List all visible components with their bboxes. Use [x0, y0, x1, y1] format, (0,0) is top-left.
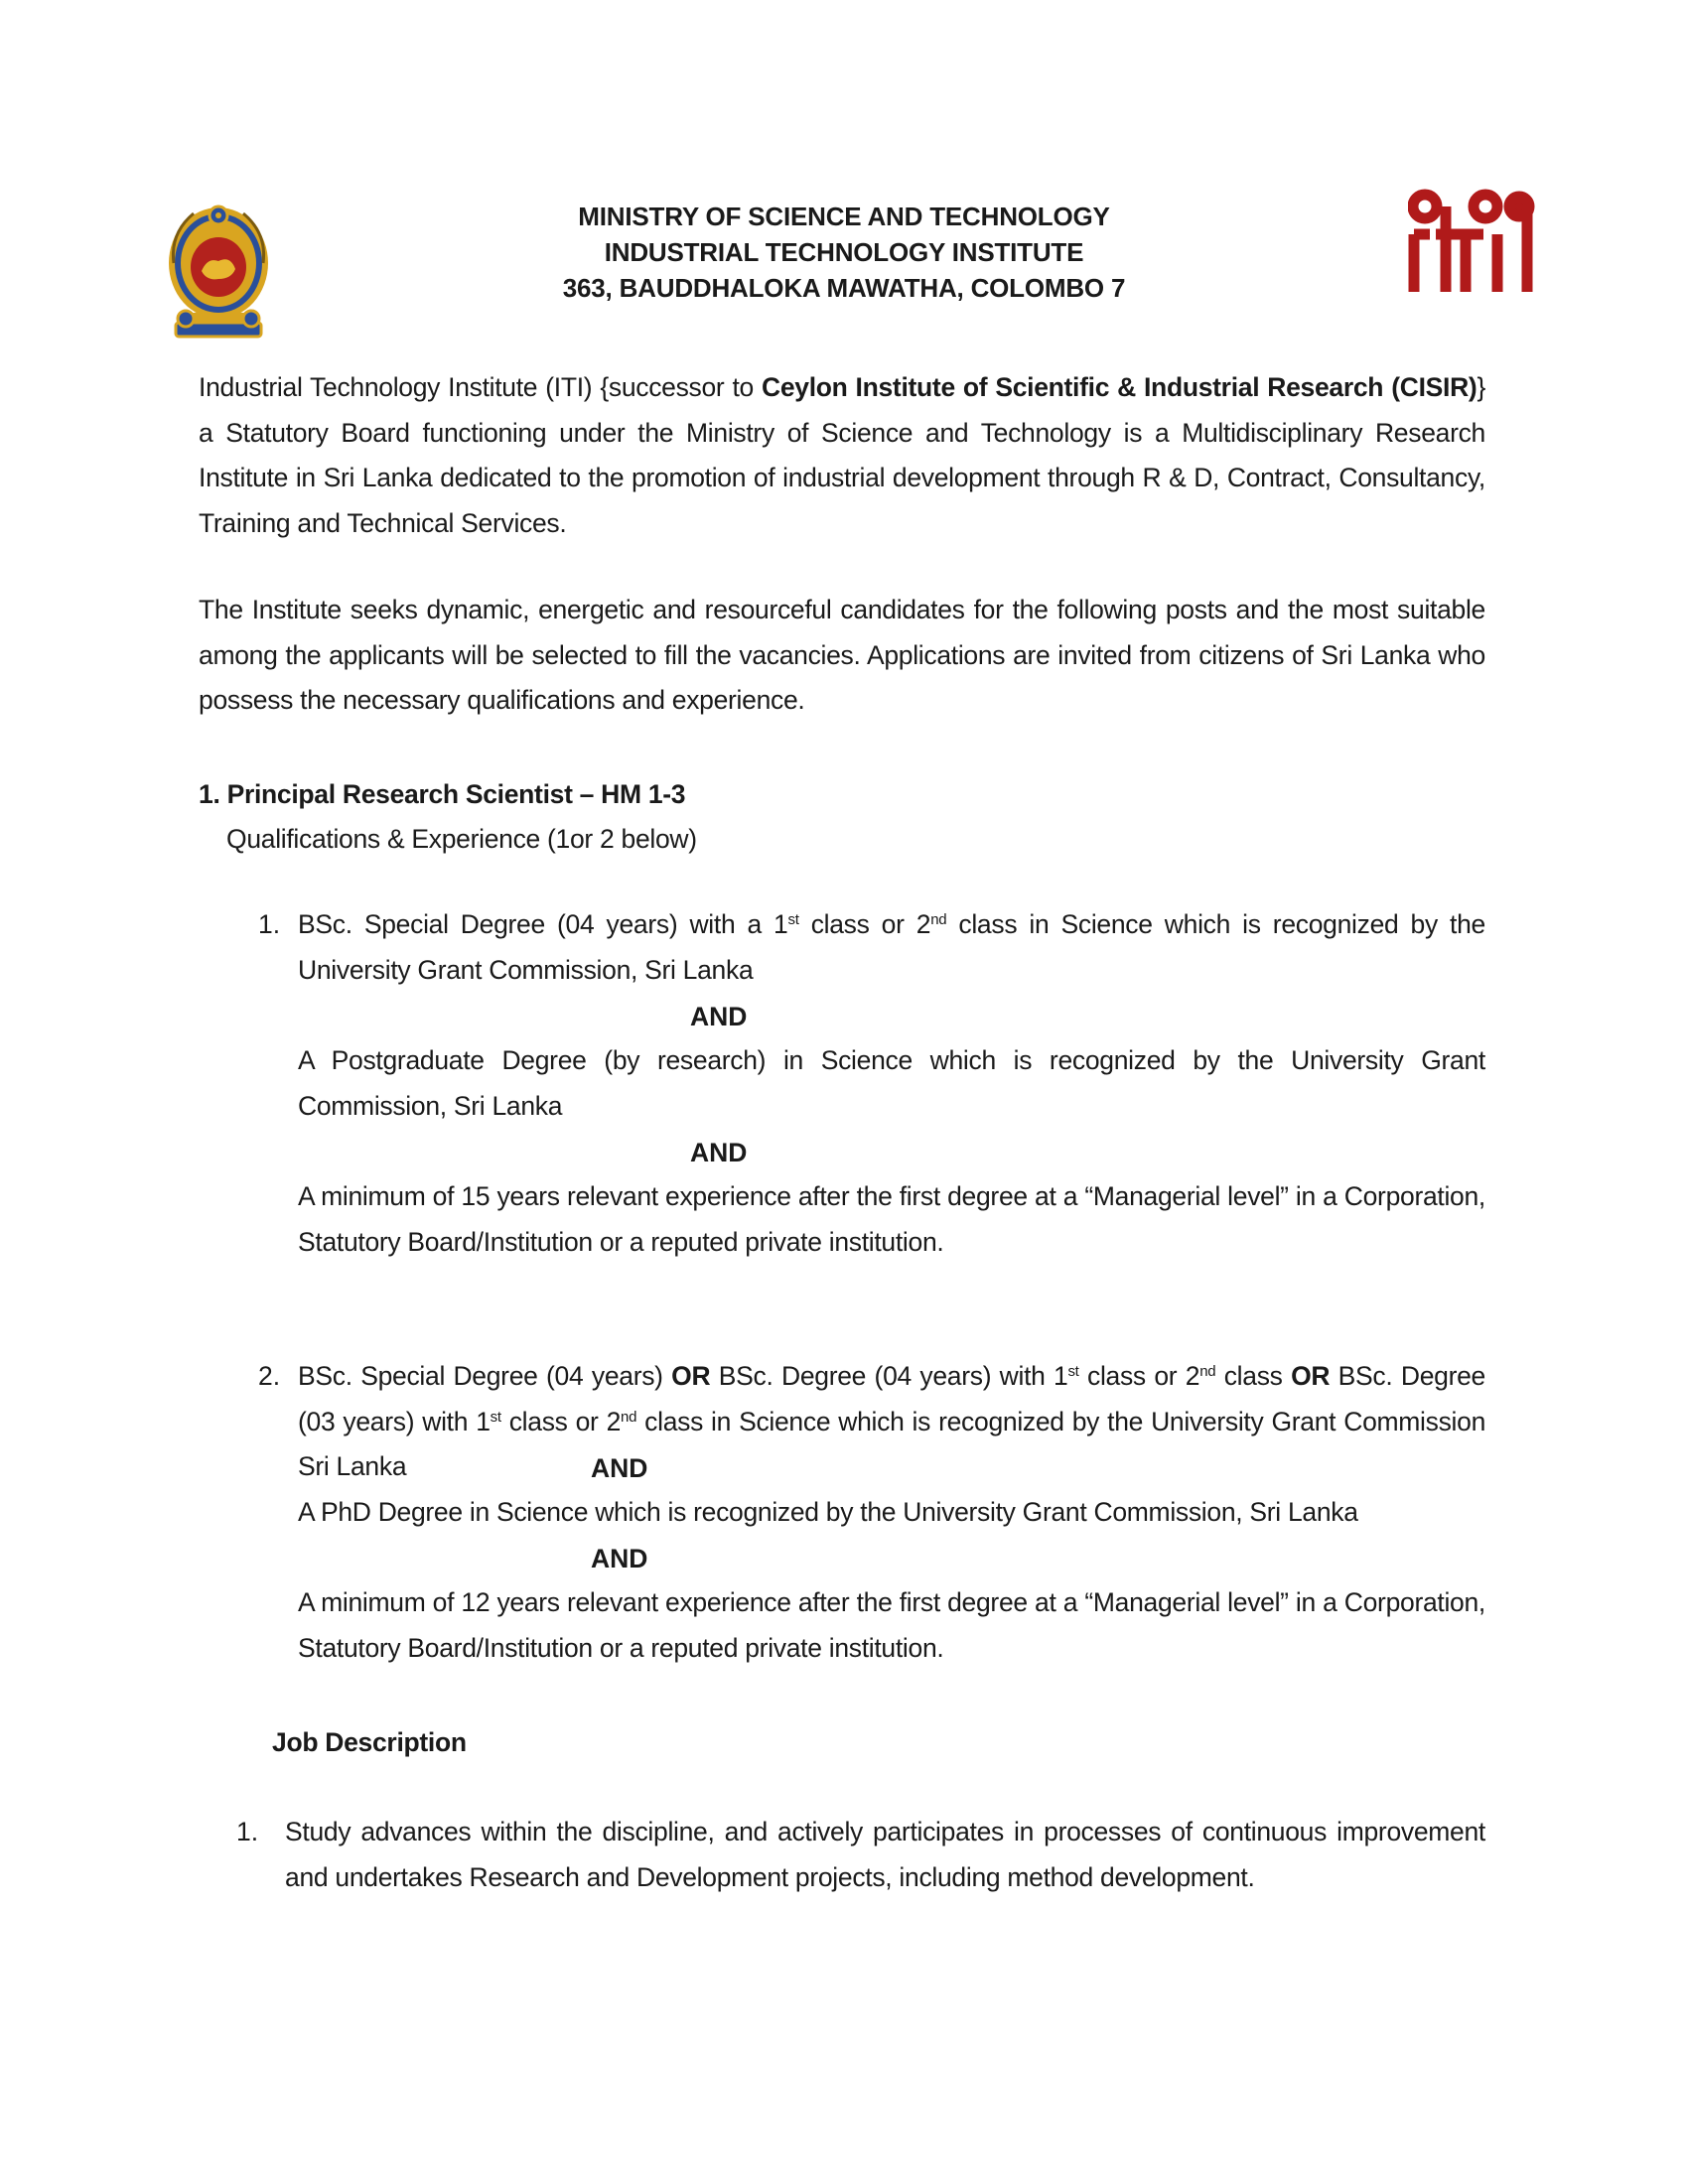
document-header: [397, 199, 1291, 306]
and-label: AND: [591, 1544, 648, 1573]
duty-text: Study advances within the discipline, and actively participates in processes of continuous improvement and undertakes Research and Development projects, including method development.: [285, 1817, 1485, 1892]
iti-logo-icon: [1408, 187, 1535, 298]
intro-text-start: Industrial Technology Institute (ITI) {successor to: [199, 372, 762, 402]
cisir-name: Ceylon Institute of Scientific & Industrial Research (CISIR): [761, 372, 1477, 402]
superscript-nd: nd: [930, 911, 947, 928]
option-2-seg7: class in Science which is recognized by the University Grant Commission Sri Lanka: [298, 1406, 1486, 1481]
qualifications-heading: Qualifications & Experience (1or 2 below): [226, 824, 697, 854]
post-title: 1. Principal Research Scientist – HM 1-3: [199, 779, 686, 809]
option-2-seg3: class or 2: [1078, 1361, 1200, 1391]
job-description-heading: Job Description: [272, 1727, 467, 1757]
superscript-st: st: [1067, 1363, 1079, 1380]
option-1-degree: [298, 902, 1485, 993]
institute-address: 363, BAUDDHALOKA MAWATHA, COLOMBO 7: [562, 273, 1126, 303]
option-2-seg6: class or 2: [500, 1406, 622, 1436]
option-1-degree-c: class in Science which is recognized by the University Grant Commission, Sri Lanka: [298, 909, 1485, 985]
option-1-number: 1.: [258, 909, 281, 939]
superscript-nd: nd: [1199, 1363, 1216, 1380]
superscript-nd: nd: [621, 1408, 637, 1426]
option-2-seg5: BSc. Degree (03 years) with 1: [298, 1361, 1485, 1436]
option-1-experience: A minimum of 15 years relevant experience after the first degree at a “Managerial level” in a Corporation, Statutory Board/Institution or a reputed private institution.: [298, 1181, 1485, 1257]
option-2-seg4: class: [1215, 1361, 1292, 1391]
intro-text-end: } a Statutory Board functioning under the Ministry of Science and Technology is a Multidisciplinary Research Institute in Sri Lanka dedicated to the promotion of industrial development through R & D, Contract, Consultancy, Training and Technical Services.: [199, 372, 1485, 538]
duty-number: 1.: [236, 1817, 259, 1846]
option-1-postgrad: A Postgraduate Degree (by research) in Science which is recognized by the University Grant Commission, Sri Lanka: [298, 1045, 1485, 1121]
option-2-seg2: BSc. Degree (04 years) with 1: [710, 1361, 1068, 1391]
and-label: AND: [591, 1453, 648, 1483]
sri-lanka-emblem-icon: [164, 202, 273, 342]
option-2-seg1: BSc. Special Degree (04 years): [298, 1361, 672, 1391]
option-1-degree-b: class or 2: [798, 909, 931, 939]
or-label: OR: [671, 1361, 711, 1391]
option-2-number: 2.: [258, 1361, 281, 1391]
option-2-phd: A PhD Degree in Science which is recognized by the University Grant Commission, Sri Lanka: [298, 1497, 1358, 1527]
call-for-applications: The Institute seeks dynamic, energetic and resourceful candidates for the following posts and the most suitable among the applicants will be selected to fill the vacancies. Applications are invited from citizens of Sri Lanka who possess the necessary qualifications and experience.: [199, 595, 1485, 715]
option-2-degree: [298, 1354, 1485, 1490]
option-2-experience: A minimum of 12 years relevant experience after the first degree at a “Managerial level” in a Corporation, Statutory Board/Institution or a reputed private institution.: [298, 1587, 1485, 1663]
institute-name: INDUSTRIAL TECHNOLOGY INSTITUTE: [604, 237, 1084, 267]
and-label: AND: [690, 1138, 748, 1167]
intro-paragraph: [199, 365, 1485, 546]
or-label: OR: [1291, 1361, 1331, 1391]
superscript-st: st: [787, 911, 799, 928]
ministry-name: MINISTRY OF SCIENCE AND TECHNOLOGY: [578, 202, 1110, 231]
option-1-degree-a: BSc. Special Degree (04 years) with a 1: [298, 909, 788, 939]
and-label: AND: [690, 1002, 748, 1031]
superscript-st: st: [490, 1408, 501, 1426]
